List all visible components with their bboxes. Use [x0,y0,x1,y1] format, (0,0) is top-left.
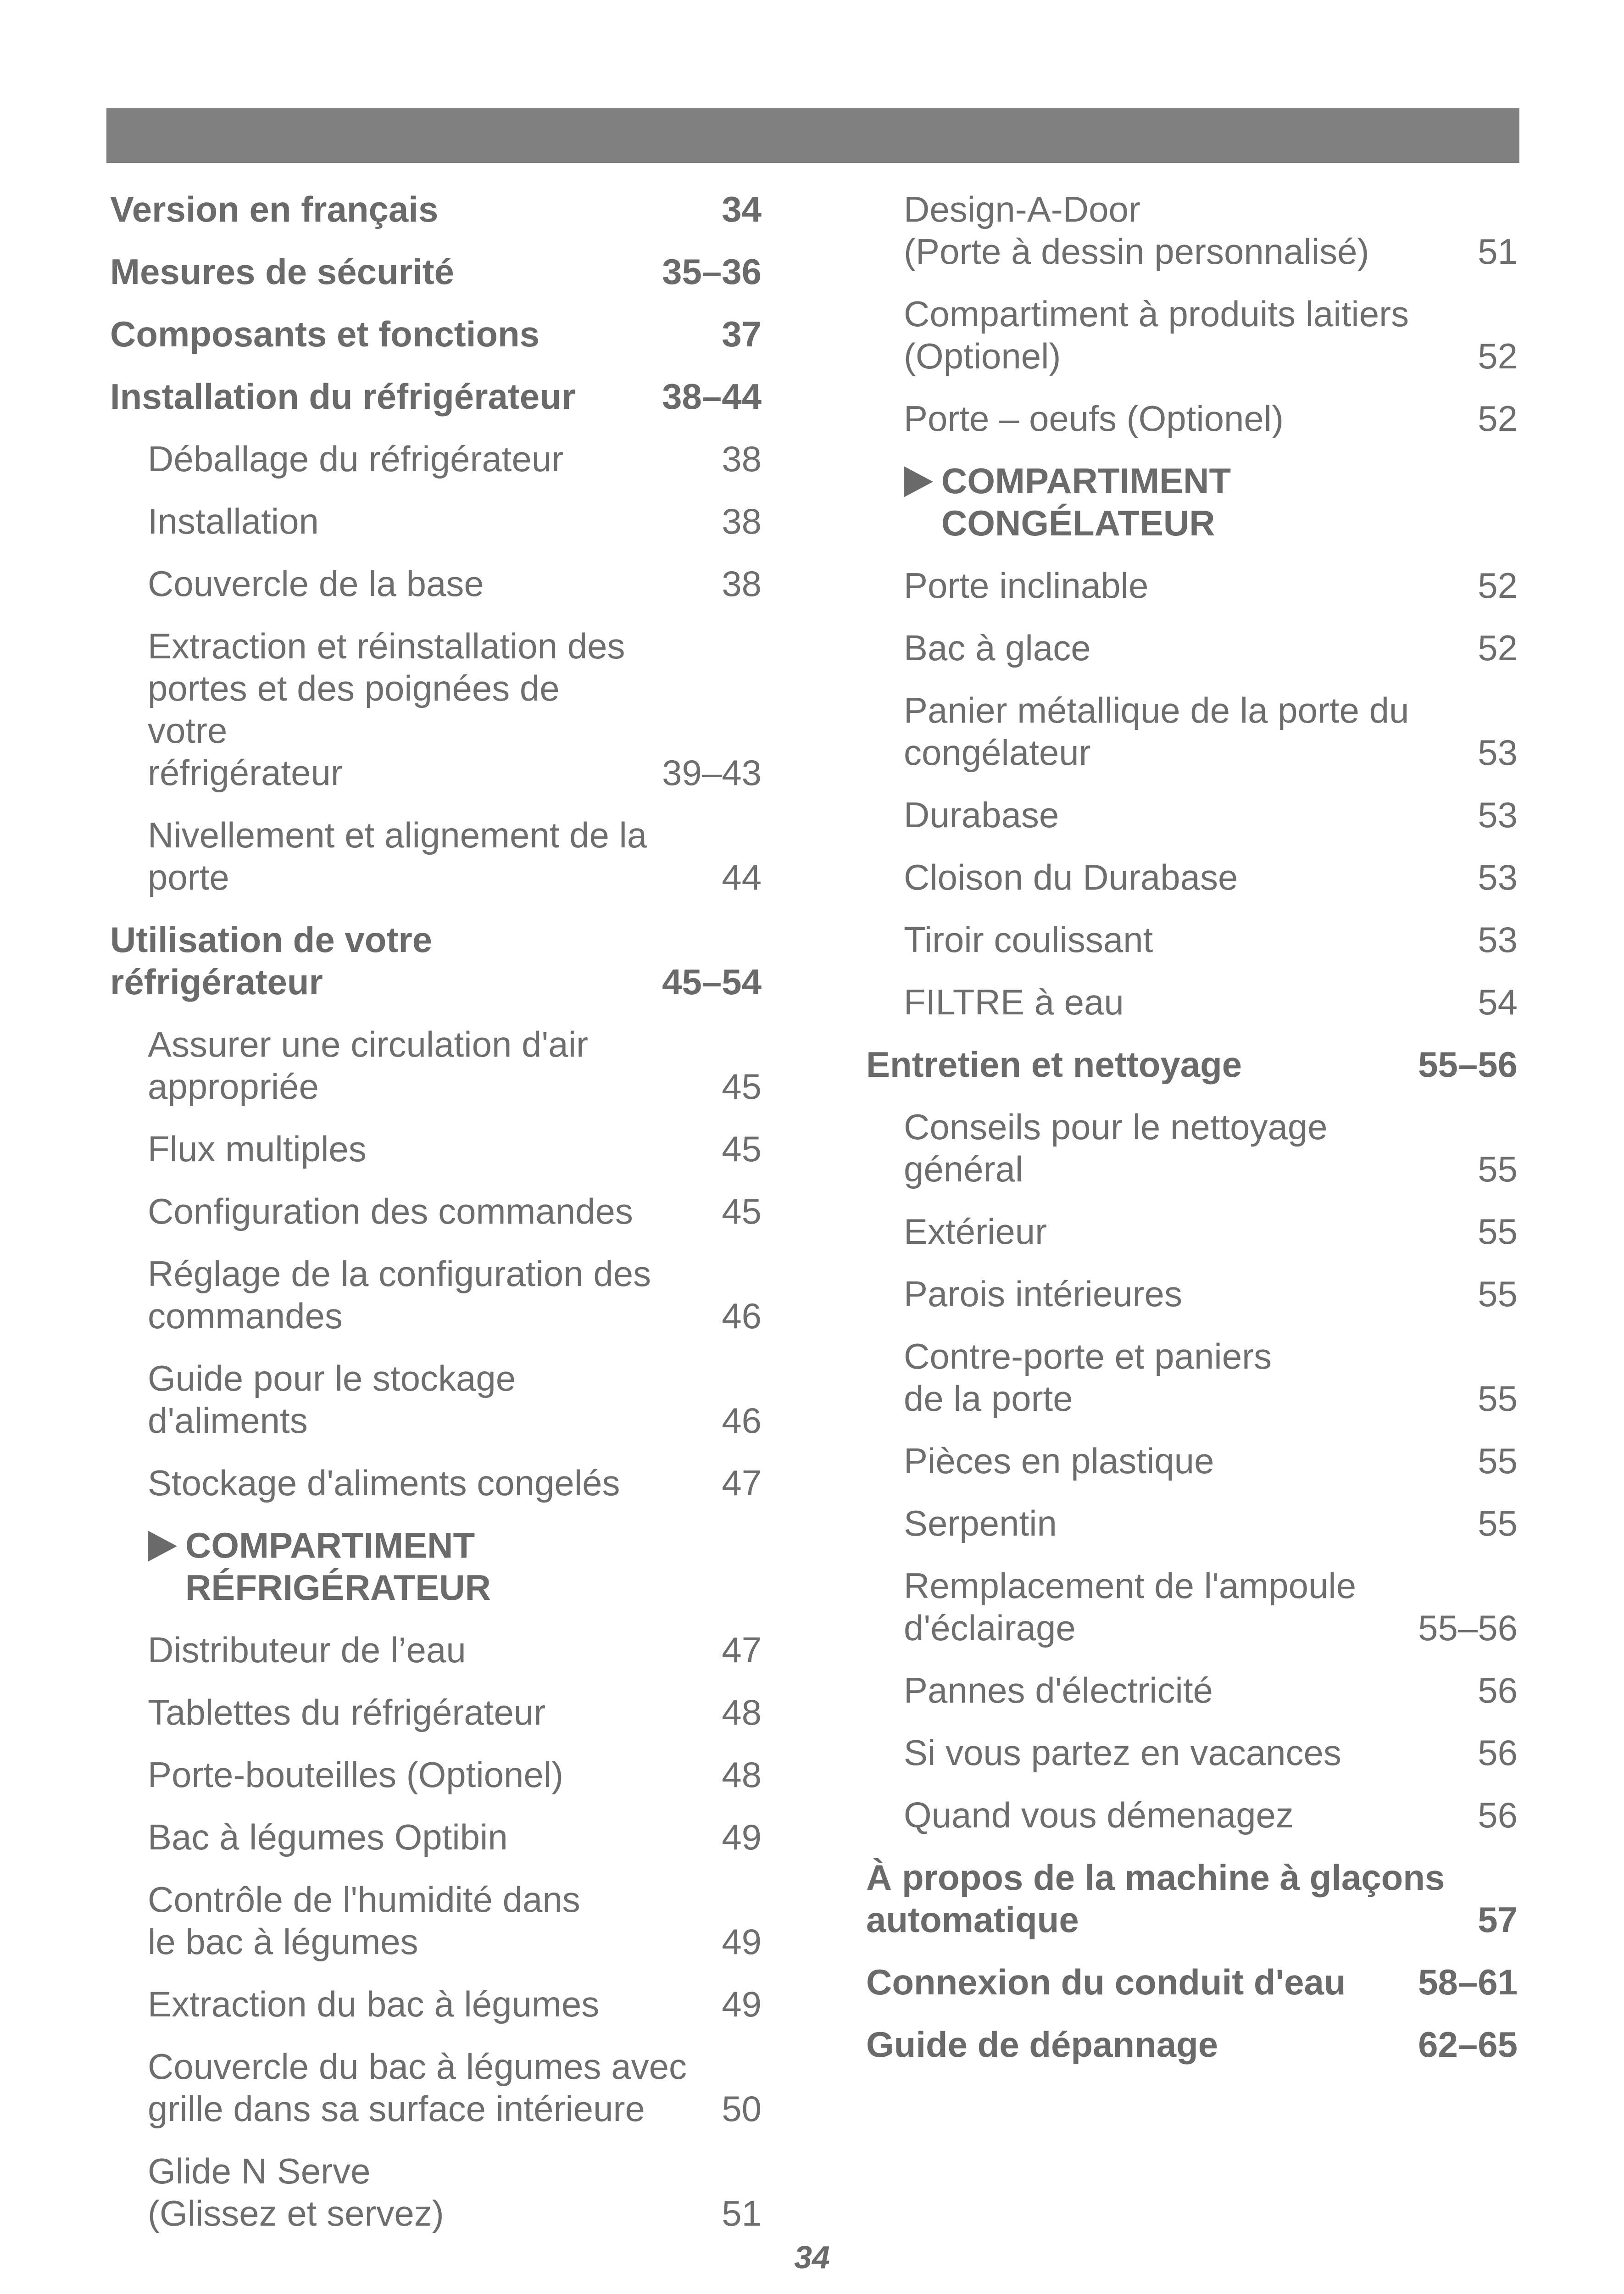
header-bar [106,108,1519,163]
toc-entry[interactable] [110,1816,762,1858]
toc-entry[interactable] [866,397,1518,440]
toc-entry[interactable] [866,627,1518,669]
section-heading-line: COMPARTIMENT [941,461,1231,501]
toc-entry[interactable] [866,1440,1518,1482]
toc-entry-title: Porte-bouteilles (Optionel) [148,1754,564,1795]
toc-entry-title: Quand vous démenagez [904,1795,1294,1835]
toc-entry-page: 35–36 [662,251,762,292]
toc-entry-page: 38 [722,563,762,604]
toc-entry-page: 47 [722,1630,762,1670]
toc-entry-title: Pannes d'électricité [904,1670,1213,1710]
toc-entry-page: 53 [1478,795,1518,835]
toc-entry-page: 55 [1478,1503,1518,1543]
toc-entry-page: 56 [1478,1670,1518,1710]
toc-entry-title [148,814,708,898]
toc-entry-title-line: commandes [148,1296,343,1336]
toc-entry-title-line: À propos de la machine à glaçons [866,1857,1445,1898]
toc-entry-title: Mesures de sécurité [110,251,455,292]
toc-entry[interactable] [866,1210,1518,1253]
toc-entry-page: 57 [1478,1899,1518,1940]
toc-entry[interactable] [110,1253,762,1337]
toc-right-column [866,188,1518,2086]
toc-entry-title [866,1856,1464,1941]
toc-entry-title-line: Utilisation de votre [110,919,433,960]
toc-entry-page: 37 [722,314,762,354]
section-heading-line: RÉFRIGÉRATEUR [185,1567,491,1608]
toc-entry-title-line: congélateur [904,732,1091,773]
toc-entry-title-line: (Optionel) [904,336,1061,376]
toc-entry-title-line: Compartiment à produits laitiers [904,294,1409,334]
section-heading-line: CONGÉLATEUR [941,503,1215,543]
toc-entry-title-line: général [904,1149,1023,1189]
section-heading-freezer [866,460,1518,544]
toc-entry-page: 52 [1478,398,1518,439]
toc-entry-page: 55–56 [1418,1608,1518,1648]
toc-entry-title: Serpentin [904,1503,1057,1543]
toc-entry-page: 49 [722,1984,762,2024]
toc-entry-page: 38–44 [662,376,762,417]
toc-entry[interactable] [866,689,1518,774]
toc-entry[interactable] [866,1335,1518,1420]
toc-entry-title-line: d'éclairage [904,1608,1076,1648]
toc-entry-title: Durabase [904,795,1059,835]
toc-entry[interactable] [110,814,762,898]
toc-entry[interactable] [866,1669,1518,1711]
toc-entry[interactable] [866,919,1518,961]
toc-entry-page: 55–56 [1418,1044,1518,1085]
toc-entry-title-line: d'aliments [148,1400,308,1441]
toc-entry[interactable] [866,293,1518,377]
toc-entry-title [904,188,1464,273]
toc-entry-title [148,1253,708,1337]
toc-entry[interactable] [866,856,1518,898]
toc-entry-title [904,1565,1404,1649]
toc-entry-title [148,1023,708,1108]
toc-entry[interactable] [110,375,762,418]
toc-entry-page: 46 [722,1400,762,1441]
toc-entry-title-line: grille dans sa surface intérieure [148,2088,645,2129]
toc-entry-title-line: Remplacement de l'ampoule [904,1565,1357,1606]
toc-entry-title-line: Extraction et réinstallation des [148,626,625,666]
toc-entry[interactable] [110,500,762,542]
toc-entry-page: 45–54 [662,962,762,1002]
toc-entry-page: 55 [1478,1211,1518,1252]
toc-entry[interactable] [866,794,1518,836]
toc-entry-page: 55 [1478,1149,1518,1189]
toc-entry-title: Flux multiples [148,1129,367,1169]
toc-entry-page: 34 [722,189,762,229]
toc-entry-title: Parois intérieures [904,1274,1182,1314]
toc-entry[interactable] [866,1732,1518,1774]
toc-entry-title: Cloison du Durabase [904,857,1238,897]
toc-entry[interactable] [866,981,1518,1023]
toc-entry-title: Distributeur de l’eau [148,1630,466,1670]
toc-entry-title-line: Glide N Serve [148,2151,371,2191]
toc-entry-page: 53 [1478,919,1518,960]
toc-entry[interactable] [110,1983,762,2025]
toc-entry-title-line: Couvercle du bac à légumes avec [148,2046,687,2087]
toc-entry-title [148,1357,708,1442]
toc-entry-title [110,919,648,1003]
toc-entry[interactable] [866,1106,1518,1190]
toc-entry-title-line: Réglage de la configuration des [148,1253,651,1294]
toc-entry-title-line: de la porte [904,1378,1073,1419]
toc-entry-page: 52 [1478,336,1518,376]
toc-entry[interactable] [110,1357,762,1442]
toc-entry-title: Pièces en plastique [904,1441,1214,1481]
toc-entry-title: FILTRE à eau [904,982,1124,1022]
toc-entry-page: 44 [722,857,762,897]
toc-entry[interactable] [866,1565,1518,1649]
toc-entry-page: 45 [722,1129,762,1169]
toc-entry[interactable] [866,188,1518,273]
toc-entry-title: Installation du réfrigérateur [110,376,576,417]
toc-entry[interactable] [866,1856,1518,1941]
toc-entry-page: 62–65 [1418,2024,1518,2065]
toc-entry[interactable] [110,1190,762,1232]
toc-entry-title [904,293,1464,377]
toc-entry-title: Tiroir coulissant [904,919,1153,960]
toc-entry-page: 55 [1478,1274,1518,1314]
toc-entry-title-line: Panier métallique de la porte du [904,690,1409,730]
toc-entry[interactable] [110,251,762,293]
toc-entry-page: 52 [1478,628,1518,668]
toc-entry[interactable] [110,562,762,605]
toc-entry-page: 51 [1478,231,1518,272]
play-arrow-icon [148,1531,177,1562]
toc-entry-title-line: Conseils pour le nettoyage [904,1107,1328,1147]
toc-entry-title: Bac à glace [904,628,1091,668]
toc-entry-title: Couvercle de la base [148,563,484,604]
toc-entry[interactable] [866,1794,1518,1836]
toc-entry-title: Tablettes du réfrigérateur [148,1692,546,1732]
toc-entry[interactable] [866,564,1518,607]
toc-entry[interactable] [110,1023,762,1108]
toc-entry[interactable] [866,2023,1518,2066]
toc-entry-title-line: Contre-porte et paniers [904,1336,1272,1376]
section-heading-line: COMPARTIMENT [185,1525,475,1565]
toc-entry[interactable] [110,919,762,1003]
toc-entry[interactable] [110,2150,762,2234]
toc-entry-title: Guide de dépannage [866,2024,1218,2065]
toc-entry-title: Version en français [110,189,439,229]
page-number: 34 [794,2239,830,2275]
toc-entry[interactable] [110,1128,762,1170]
toc-entry-page: 51 [722,2193,762,2233]
toc-entry-page: 38 [722,501,762,541]
toc-entry-title: Entretien et nettoyage [866,1044,1242,1085]
toc-entry-title: Extérieur [904,1211,1047,1252]
toc-entry[interactable] [110,438,762,480]
toc-entry-title: Stockage d'aliments congelés [148,1463,620,1503]
toc-entry-page: 47 [722,1463,762,1503]
toc-entry[interactable] [866,1273,1518,1315]
toc-entry-title-line: (Porte à dessin personnalisé) [904,231,1369,272]
toc-entry[interactable] [110,1754,762,1796]
toc-entry-page: 53 [1478,857,1518,897]
section-heading-refrigerator [110,1524,762,1609]
toc-entry-title: Porte – oeufs (Optionel) [904,398,1284,439]
toc-entry[interactable] [110,2045,762,2130]
toc-entry-page: 45 [722,1066,762,1107]
toc-entry-page: 55 [1478,1378,1518,1419]
toc-entry-title-line: (Glissez et servez) [148,2193,444,2233]
toc-entry-title: Configuration des commandes [148,1191,633,1231]
toc-entry-title: Bac à légumes Optibin [148,1817,508,1857]
toc-entry-page: 52 [1478,565,1518,606]
toc-entry-title [148,1878,708,1963]
toc-entry-page: 49 [722,1817,762,1857]
toc-entry-title-line: Nivellement et alignement de la [148,815,647,855]
toc-entry-title [904,1106,1464,1190]
toc-entry-title: Si vous partez en vacances [904,1732,1341,1773]
toc-entry[interactable] [866,1961,1518,2003]
toc-entry-title: Porte inclinable [904,565,1149,606]
toc-entry-page: 46 [722,1296,762,1336]
toc-entry-title: Connexion du conduit d'eau [866,1962,1346,2002]
toc-entry-title-line: Assurer une circulation d'air [148,1024,588,1064]
toc-entry-title-line: Design-A-Door [904,189,1140,229]
toc-entry-title-line: Guide pour le stockage [148,1358,516,1398]
toc-entry-title [148,2150,708,2234]
toc-entry-title-line: réfrigérateur [110,962,323,1002]
toc-entry-title-line: réfrigérateur [148,752,343,793]
toc-entry-title-line: le bac à légumes [148,1921,418,1962]
toc-entry[interactable] [110,1629,762,1671]
play-arrow-icon [904,466,933,497]
toc-entry[interactable] [866,1043,1518,1086]
toc-entry-title: Déballage du réfrigérateur [148,439,564,479]
toc-entry-page: 56 [1478,1732,1518,1773]
toc-entry[interactable] [110,1691,762,1733]
toc-entry-title [148,625,648,794]
toc-left-column [110,188,762,2255]
toc-entry-page: 58–61 [1418,1962,1518,2002]
toc-entry-title [904,1335,1464,1420]
toc-entry-page: 48 [722,1692,762,1732]
toc-entry-title: Composants et fonctions [110,314,540,354]
toc-entry-page: 38 [722,439,762,479]
toc-entry-title-line: portes et des poignées de votre [148,668,560,751]
toc-entry[interactable] [110,1462,762,1504]
toc-entry[interactable] [110,188,762,230]
toc-entry-title [904,689,1464,774]
toc-entry-page: 49 [722,1921,762,1962]
toc-entry-title-line: Contrôle de l'humidité dans [148,1879,580,1920]
toc-entry-page: 54 [1478,982,1518,1022]
toc-entry-title: Extraction du bac à légumes [148,1984,600,2024]
toc-entry[interactable] [110,1878,762,1963]
toc-entry-page: 45 [722,1191,762,1231]
toc-entry-page: 50 [722,2088,762,2129]
toc-entry-title [148,2045,708,2130]
toc-entry[interactable] [110,313,762,355]
toc-entry-title-line: automatique [866,1899,1079,1940]
toc-entry-page: 56 [1478,1795,1518,1835]
toc-entry-page: 55 [1478,1441,1518,1481]
toc-entry-page: 53 [1478,732,1518,773]
toc-entry[interactable] [866,1502,1518,1544]
toc-entry-page: 48 [722,1754,762,1795]
toc-entry-title-line: porte [148,857,229,897]
toc-entry[interactable] [110,625,762,794]
toc-entry-page: 39–43 [662,752,762,793]
toc-entry-title-line: appropriée [148,1066,319,1107]
toc-entry-title: Installation [148,501,319,541]
